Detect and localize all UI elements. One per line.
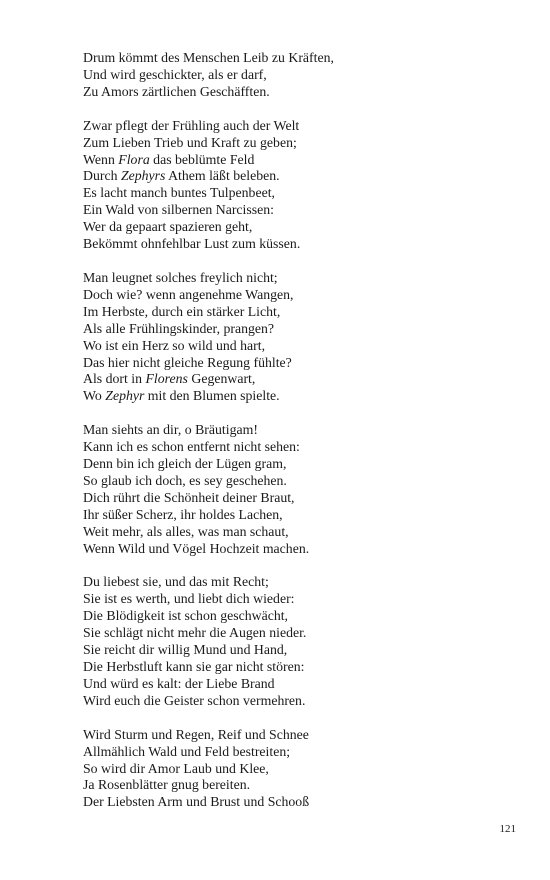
verse-text: Weit mehr, als alles, was man schaut, [83, 523, 289, 539]
stanza [83, 270, 523, 405]
verse-line [83, 625, 523, 642]
verse-line [83, 490, 523, 507]
verse-line [83, 287, 523, 304]
verse-text: Wenn [83, 151, 119, 167]
verse-line [83, 541, 523, 558]
verse-text: Wo ist ein Herz so wild und hart, [83, 337, 266, 353]
italic-name: Florens [145, 371, 188, 387]
verse-line [83, 270, 523, 287]
verse-text: Zu Amors zärtlichen Geschäfften. [83, 83, 270, 99]
poem-text [83, 50, 523, 828]
verse-text: Als alle Frühlingskinder, prangen? [83, 320, 275, 336]
verse-line [83, 338, 523, 355]
verse-line [83, 761, 523, 778]
verse-line [83, 608, 523, 625]
stanza [83, 118, 523, 253]
verse-line [83, 794, 523, 811]
verse-text: Ja Rosenblätter gnug bereiten. [83, 777, 251, 793]
verse-text: Kann ich es schon entfernt nicht sehen: [83, 439, 300, 455]
verse-text: Allmählich Wald und Feld bestreiten; [83, 743, 291, 759]
verse-line [83, 135, 523, 152]
verse-text: Das hier nicht gleiche Regung fühlte? [83, 354, 292, 370]
verse-text: Und wird geschickter, als er darf, [83, 66, 267, 82]
stanza [83, 574, 523, 709]
verse-line [83, 422, 523, 439]
verse-text: Die Herbstluft kann sie gar nicht stören: [83, 659, 305, 674]
verse-text: Man siehts an dir, o Bräutigam! [83, 422, 258, 438]
verse-line [83, 659, 523, 676]
verse-line [83, 50, 523, 67]
verse-text: Wo [83, 388, 106, 404]
stanza [83, 422, 523, 557]
verse-text: Denn bin ich gleich der Lügen gram, [83, 456, 287, 472]
verse-line [83, 168, 523, 185]
verse-line [83, 355, 523, 372]
verse-text: Der Liebsten Arm und Brust und Schooß [83, 794, 310, 810]
verse-line [83, 574, 523, 591]
verse-text: Du liebest sie, und das mit Recht; [83, 574, 269, 590]
verse-line [83, 473, 523, 490]
verse-text: Wird euch die Geister schon vermehren. [83, 692, 306, 708]
verse-line [83, 388, 523, 405]
verse-text: Durch [83, 168, 121, 184]
verse-line [83, 118, 523, 135]
verse-line [83, 236, 523, 253]
verse-text: Gegenwart, [187, 371, 256, 387]
italic-name: Flora [118, 151, 150, 167]
verse-text: Zum Lieben Trieb und Kraft zu geben; [83, 134, 297, 150]
verse-text: Sie schlägt nicht mehr die Augen nieder. [83, 625, 307, 641]
verse-text: Im Herbste, durch ein stärker Licht, [83, 303, 281, 319]
verse-line [83, 84, 523, 101]
verse-line [83, 524, 523, 541]
verse-text: So glaub ich doch, es sey geschehen. [83, 472, 287, 488]
verse-text: Als dort in [83, 371, 146, 387]
verse-line [83, 321, 523, 338]
verse-text: Dich rührt die Schönheit deiner Braut, [83, 489, 295, 505]
verse-line [83, 693, 523, 710]
stanza [83, 727, 523, 812]
verse-text: Man leugnet solches freylich nicht; [83, 269, 278, 285]
verse-text: Sie reicht dir willig Mund und Hand, [83, 642, 288, 658]
verse-text: Wird Sturm und Regen, Reif und Schnee [83, 726, 309, 742]
verse-text: Es lacht manch buntes Tulpenbeet, [83, 185, 275, 201]
verse-line [83, 777, 523, 794]
verse-text: So wird dir Amor Laub und Klee, [83, 760, 269, 776]
verse-text: Und würd es kalt: der Liebe Brand [83, 675, 275, 691]
verse-text: Sie ist es werth, und liebt dich wieder: [83, 591, 295, 607]
verse-line [83, 185, 523, 202]
verse-line [83, 642, 523, 659]
italic-name: Zephyr [105, 388, 145, 404]
verse-text: Doch wie? wenn angenehme Wangen, [83, 286, 294, 302]
verse-line [83, 371, 523, 388]
verse-text: Bekömmt ohnfehlbar Lust zum küssen. [83, 236, 301, 252]
verse-line [83, 591, 523, 608]
verse-line [83, 67, 523, 84]
page-number: 121 [499, 823, 516, 835]
verse-text: das beblümte Feld [149, 151, 255, 167]
verse-line [83, 219, 523, 236]
verse-text: Ein Wald von silbernen Narcissen: [83, 202, 274, 218]
verse-line [83, 202, 523, 219]
verse-line [83, 456, 523, 473]
verse-text: Drum kömmt des Menschen Leib zu Kräften, [83, 50, 334, 65]
verse-text: mit den Blumen spielte. [144, 388, 280, 404]
verse-text: Wenn Wild und Vögel Hochzeit machen. [83, 540, 310, 556]
verse-line [83, 744, 523, 761]
verse-text: Zwar pflegt der Frühling auch der Welt [83, 117, 300, 133]
verse-text: Ihr süßer Scherz, ihr holdes Lachen, [83, 506, 283, 522]
verse-line [83, 439, 523, 456]
italic-name: Zephyrs [120, 168, 166, 184]
verse-line [83, 507, 523, 524]
verse-line [83, 304, 523, 321]
verse-text: Athem läßt beleben. [165, 168, 280, 184]
verse-text: Wer da gepaart spazieren geht, [83, 219, 253, 235]
verse-line [83, 676, 523, 693]
stanza [83, 50, 523, 101]
verse-text: Die Blödigkeit ist schon geschwächt, [83, 608, 288, 624]
verse-line [83, 727, 523, 744]
verse-line [83, 152, 523, 169]
